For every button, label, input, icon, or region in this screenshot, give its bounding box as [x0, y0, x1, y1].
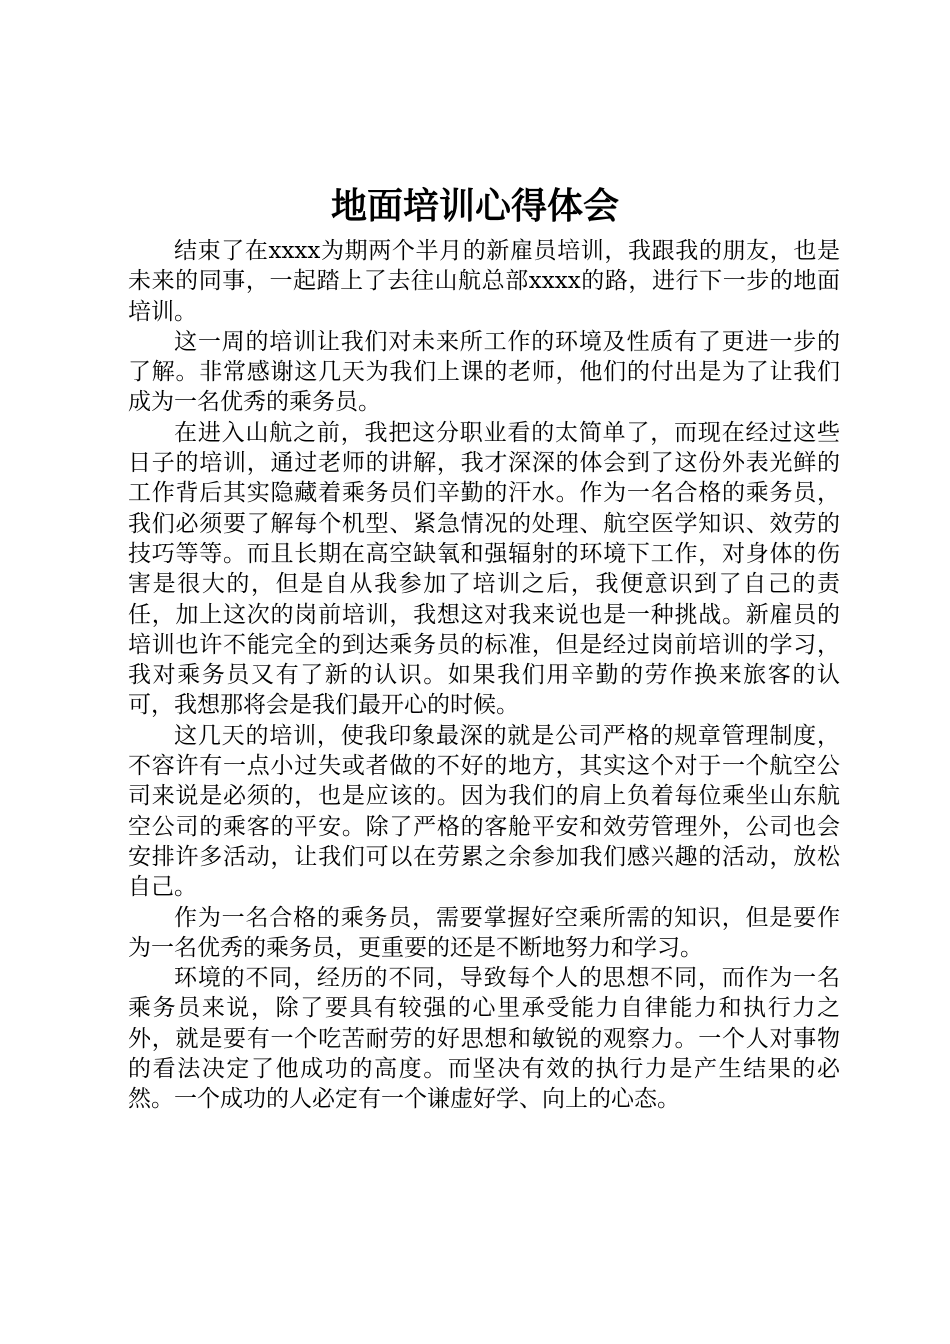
paragraph: 结束了在xxxx为期两个半月的新雇员培训，我跟我的朋友，也是未来的同事，一起踏上了去往山航总部xxxx的路，进行下一步的地面培训。 — [128, 238, 840, 325]
document-body — [128, 236, 840, 1115]
paragraph: 这一周的培训让我们对未来所工作的环境及性质有了更进一步的了解。非常感谢这几天为我们上课的老师，他们的付出是为了让我们成为一名优秀的乘务员。 — [128, 328, 840, 416]
document-title: 地面培训心得体会 — [330, 186, 619, 227]
paragraph: 环境的不同，经历的不同，导致每个人的思想不同，而作为一名乘务员来说，除了要具有较强的心里承受能力自律能力和执行力之外，就是要有一个吃苦耐劳的好思想和敏锐的观察力。一个人对事物的看法决定了他成功的高度。而坚决有效的执行力是产生结果的必然。一个成功的人必定有一个谦虚好学、向上的心态。 — [128, 965, 840, 1113]
paragraph: 这几天的培训，使我印象最深的就是公司严格的规章管理制度，不容许有一点小过失或者做的不好的地方，其实这个对于一个航空公司来说是必须的，也是应该的。因为我们的肩上负着每位乘坐山东航空公司的乘客的平安。除了严格的客舱平安和效劳管理外，公司也会安排许多活动，让我们可以在劳累之余参加我们感兴趣的活动，放松自己。 — [128, 722, 840, 901]
paragraph: 在进入山航之前，我把这分职业看的太简单了，而现在经过这些日子的培训，通过老师的讲解，我才深深的体会到了这份外表光鲜的工作背后其实隐藏着乘务员们辛勤的汗水。作为一名合格的乘务员，我们必须要了解每个机型、紧急情况的处理、航空医学知识、效劳的技巧等等。而且长期在高空缺氧和强辐射的环境下工作，对身体的伤害是很大的，但是自从我参加了培训之后，我便意识到了自己的责任，加上这次的岗前培训，我想这对我来说也是一种挑战。新雇员的培训也许不能完全的到达乘务员的标准，但是经过岗前培训的学习，我对乘务员又有了新的认识。如果我们用辛勤的劳作换来旅客的认可，我想那将会是我们最开心的时候。 — [128, 419, 840, 719]
paragraph: 作为一名合格的乘务员，需要掌握好空乘所需的知识，但是要作为一名优秀的乘务员，更重要的还是不断地努力和学习。 — [128, 904, 840, 961]
